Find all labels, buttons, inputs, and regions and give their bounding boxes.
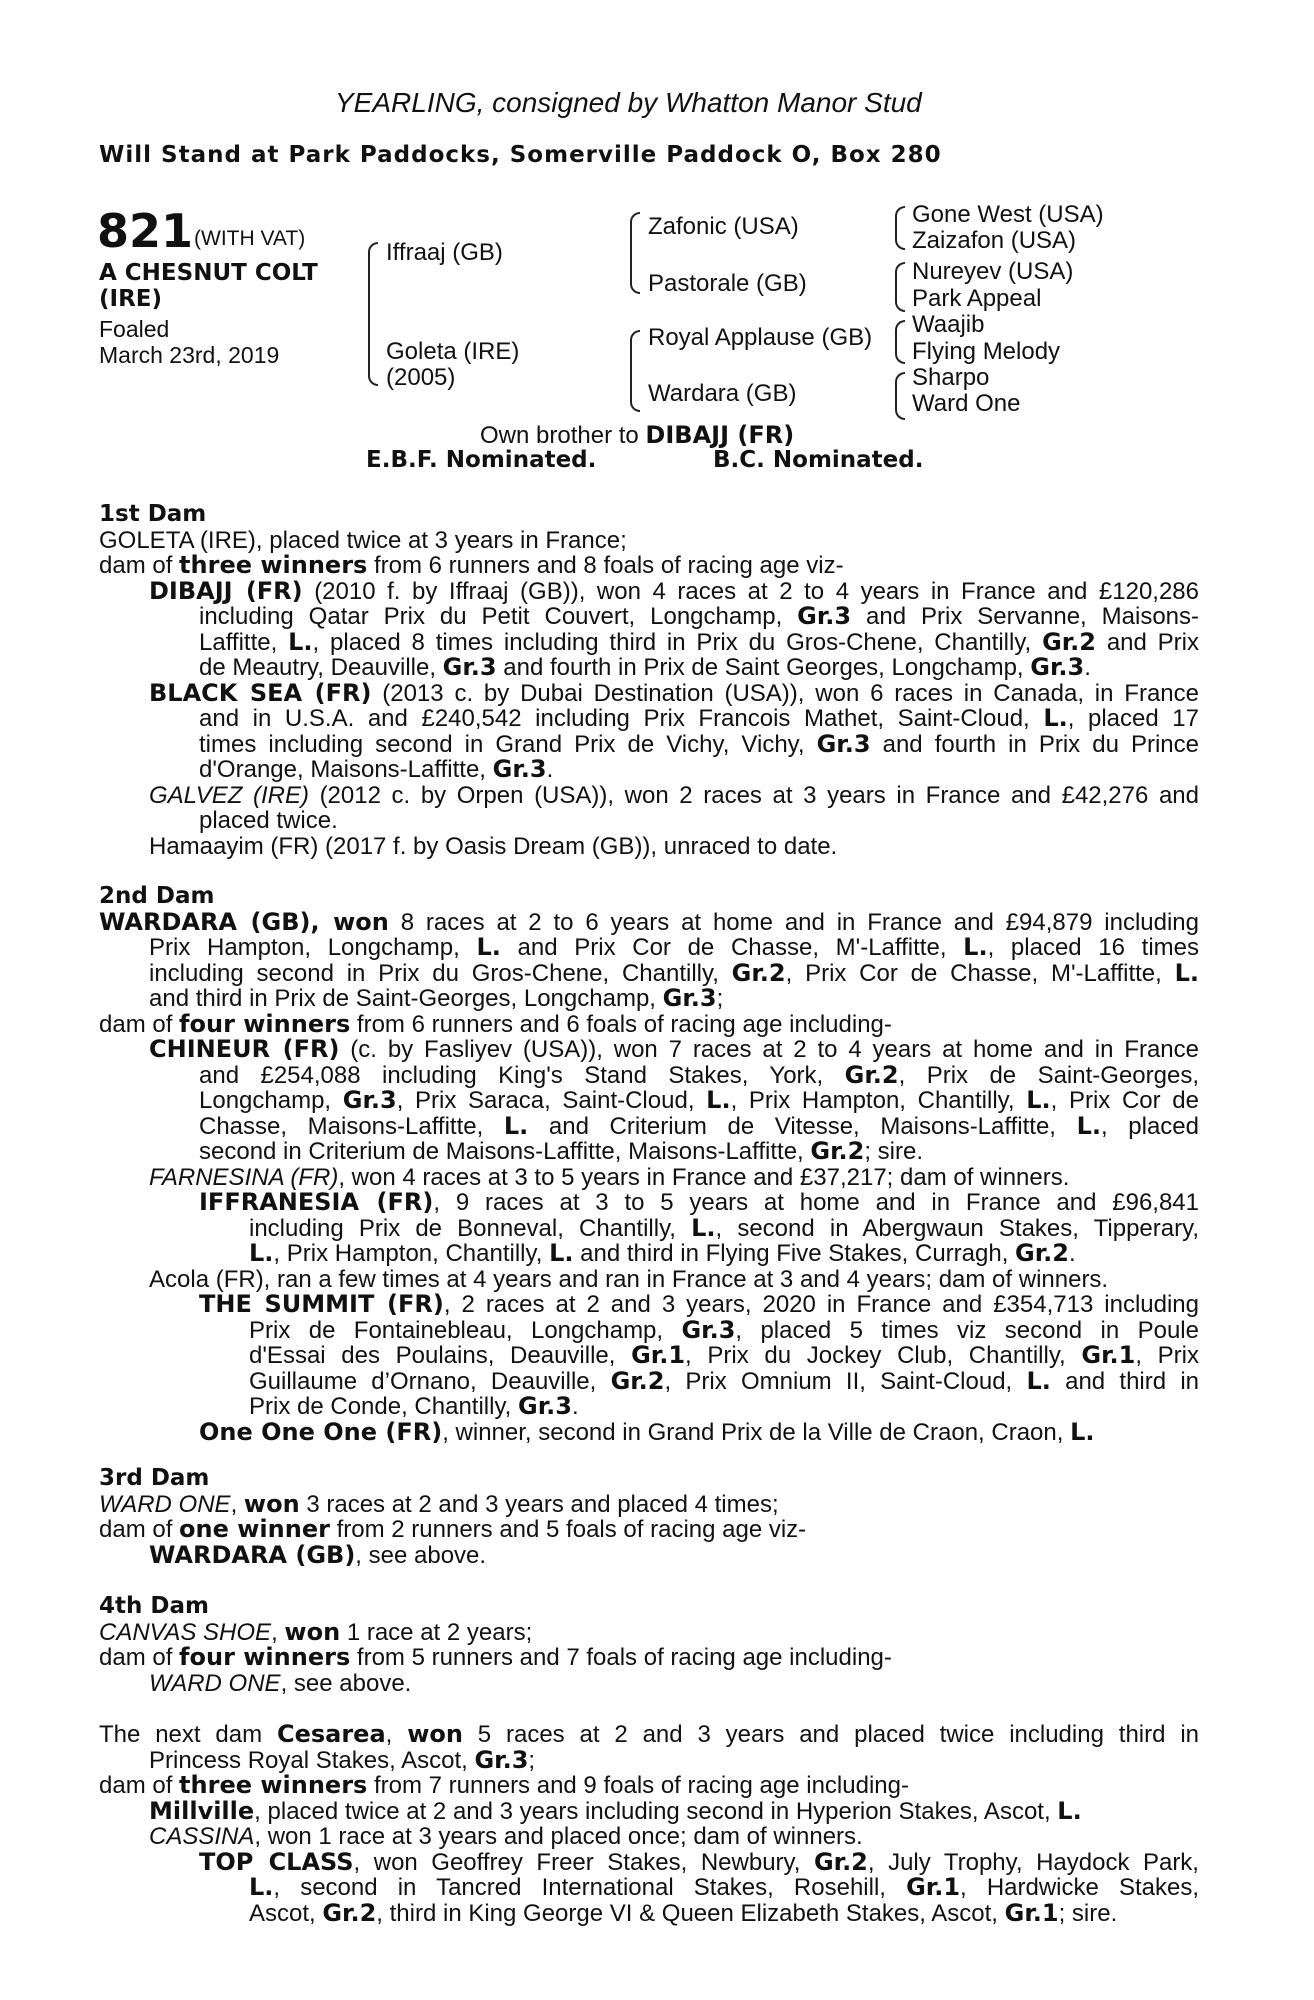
first-dam-heading: 1st Dam [99, 501, 207, 527]
cesarea-line: Princess Royal Stakes, Ascot, Gr.3; [149, 1745, 536, 1774]
lot-description-origin: (IRE) [99, 286, 163, 312]
iffranesia-line: L., Prix Hampton, Chantilly, L. and third in Flying Five Stakes, Curragh, Gr.2. [249, 1239, 1076, 1267]
own-brother-note: Own brother to DIBAJJ (FR) [480, 421, 795, 449]
pedigree-sire: Iffraaj (GB) [386, 239, 503, 266]
third-dam-section [99, 1466, 1199, 1568]
pedigree-brace-dd [895, 372, 905, 420]
black-sea-line: times including second in Grand Prix de Vichy, Vichy, Gr.3 and fourth in Prix du Prince [199, 729, 1199, 758]
pedigree-sire-sire: Zafonic (USA) [648, 213, 799, 240]
millville-line: Millville, placed twice at 2 and 3 years including second in Hyperion Stakes, Ascot, L. [149, 1796, 1082, 1825]
pedigree-brace-sire [630, 212, 640, 294]
dibajj-line: Laffitte, L., placed 8 times including third in Prix du Gros-Chene, Chantilly, Gr.2 and Prix [199, 627, 1200, 656]
cesarea-line: The next dam Cesarea, won 5 races at 2 and 3 years and placed twice including third in [99, 1720, 1199, 1748]
the-summit-line: THE SUMMIT (FR), 2 races at 2 and 3 years, 2020 in France and £354,713 including [199, 1290, 1200, 1318]
next-dam-produce-line: dam of three winners from 7 runners and 9 foals of racing age including- [99, 1771, 909, 1799]
pedigree-brace-ss [895, 206, 905, 250]
iffranesia-line: including Prix de Bonneval, Chantilly, L., second in Abergwaun Stakes, Tipperary, [249, 1213, 1199, 1242]
top-class-line: L., second in Tancred International Stakes, Rosehill, Gr.1, Hardwicke Stakes, [249, 1873, 1199, 1901]
bc-nominated: B.C. Nominated. [713, 447, 924, 473]
wardara-ref-line: WARDARA (GB), see above. [149, 1540, 487, 1569]
pedigree-dam-dam: Wardara (GB) [648, 380, 797, 407]
pedigree-dsd: Flying Melody [912, 338, 1061, 365]
top-class-line: Ascot, Gr.2, third in King George VI & Queen Elizabeth Stakes, Ascot, Gr.1; sire. [249, 1898, 1118, 1927]
chineur-line: Chasse, Maisons-Laffitte, L. and Criterium de Vitesse, Maisons-Laffitte, L., placed [199, 1111, 1199, 1140]
pedigree-ddd: Ward One [912, 390, 1021, 417]
one-one-one-line: One One One (FR), winner, second in Grand Prix de la Ville de Craon, Craon, L. [199, 1417, 1095, 1446]
black-sea-line: BLACK SEA (FR) (2013 c. by Dubai Destination (USA)), won 6 races in Canada, in France [149, 678, 1199, 707]
ward-one-ref-line: WARD ONE, see above. [149, 1669, 412, 1697]
ward-one-line: WARD ONE, won 3 races at 2 and 3 years and placed 4 times; [99, 1489, 779, 1518]
foaled-date: March 23rd, 2019 [99, 342, 280, 368]
lot-description: A CHESNUT COLT [99, 260, 318, 286]
pedigree-brace-dam [630, 330, 640, 412]
the-summit-line: d'Essai des Poulains, Deauville, Gr.1, Prix du Jockey Club, Chantilly, Gr.1, Prix [249, 1341, 1199, 1369]
fourth-dam-section [99, 1594, 1199, 1696]
second-dam-heading: 2nd Dam [99, 883, 215, 909]
chineur-line: CHINEUR (FR) (c. by Fasliyev (USA)), won 7 races at 2 to 4 years at home and in France [149, 1035, 1199, 1063]
iffranesia-line: IFFRANESIA (FR), 9 races at 3 to 5 years at home and in France and £96,841 [199, 1188, 1200, 1216]
galvez-line: GALVEZ (IRE) (2012 c. by Orpen (USA)), won 2 races at 3 years in France and £42,276 and [149, 781, 1199, 809]
canvas-shoe-line: CANVAS SHOE, won 1 race at 2 years; [99, 1617, 533, 1646]
fourth-dam-produce-line: dam of four winners from 5 runners and 7 foals of racing age including- [99, 1643, 892, 1671]
hamaayim-line: Hamaayim (FR) (2017 f. by Oasis Dream (GB)), unraced to date. [149, 832, 838, 860]
wardara-line: Prix Hampton, Longchamp, L. and Prix Cor de Chasse, M'-Laffitte, L., placed 16 times [149, 933, 1200, 961]
pedigree-brace-ds [895, 320, 905, 364]
vat-label: (WITH VAT) [194, 227, 306, 250]
fourth-dam-heading: 4th Dam [99, 1593, 209, 1619]
first-dam-line: GOLETA (IRE), placed twice at 3 years in France; [99, 526, 627, 554]
the-summit-line: Prix de Conde, Chantilly, Gr.3. [249, 1392, 579, 1420]
dibajj-line: DIBAJJ (FR) (2010 f. by Iffraaj (GB)), won 4 races at 2 to 4 years in France and £120,286 [149, 576, 1200, 605]
next-dam-section [99, 1722, 1199, 1926]
farnesina-line: FARNESINA (FR), won 4 races at 3 to 5 years in France and £37,217; dam of winners. [149, 1163, 1070, 1191]
third-dam-produce-line: dam of one winner from 2 runners and 5 foals of racing age viz- [99, 1515, 807, 1543]
second-dam-section [99, 884, 1199, 1445]
pedigree-sds: Nureyev (USA) [912, 258, 1074, 285]
black-sea-line: and in U.S.A. and £240,542 including Prix Francois Mathet, Saint-Cloud, L., placed 17 [199, 704, 1199, 732]
foaled-label: Foaled [99, 316, 170, 342]
pedigree-sss: Gone West (USA) [912, 201, 1104, 228]
chineur-line: Longchamp, Gr.3, Prix Saraca, Saint-Cloud, L., Prix Hampton, Chantilly, L., Prix Cor de [199, 1086, 1200, 1114]
pedigree-brace-sire-dam [368, 242, 378, 386]
dibajj-line: including Qatar Prix du Petit Couvert, Longchamp, Gr.3 and Prix Servanne, Maisons- [199, 602, 1200, 630]
ebf-nominated: E.B.F. Nominated. [366, 447, 597, 473]
third-dam-heading: 3rd Dam [99, 1465, 210, 1491]
pedigree-sdd: Park Appeal [912, 285, 1042, 312]
first-dam-line: dam of three winners from 6 runners and 8 foals of racing age viz- [99, 551, 844, 579]
first-dam-section [99, 502, 1199, 859]
galvez-line: placed twice. [199, 807, 338, 834]
pedigree-dam-year: (2005) [386, 364, 456, 391]
top-class-line: TOP CLASS, won Geoffrey Freer Stakes, Newbury, Gr.2, July Trophy, Haydock Park, [199, 1847, 1199, 1876]
pedigree-sire-dam: Pastorale (GB) [648, 270, 807, 297]
second-dam-produce-line: dam of four winners from 6 runners and 6 foals of racing age including- [99, 1009, 892, 1038]
wardara-line: including second in Prix du Gros-Chene, Chantilly, Gr.2, Prix Cor de Chasse, M'-Laffitte, L. [149, 958, 1200, 987]
pedigree-dam: Goleta (IRE) [386, 338, 520, 365]
chineur-line: and £254,088 including King's Stand Stakes, York, Gr.2, Prix de Saint-Georges, [199, 1060, 1199, 1089]
acola-line: Acola (FR), ran a few times at 4 years and ran in France at 3 and 4 years; dam of winners. [149, 1265, 1109, 1293]
wardara-line: and third in Prix de Saint-Georges, Longchamp, Gr.3; [149, 984, 724, 1012]
wardara-line: WARDARA (GB), won 8 races at 2 to 6 years at home and in France and £94,879 including [99, 907, 1200, 936]
black-sea-line: d'Orange, Maisons-Laffitte, Gr.3. [199, 755, 554, 783]
the-summit-line: Prix de Fontainebleau, Longchamp, Gr.3, placed 5 times viz second in Poule [249, 1315, 1199, 1344]
pedigree-dam-sire: Royal Applause (GB) [648, 324, 873, 351]
dibajj-line: de Meautry, Deauville, Gr.3 and fourth in Prix de Saint Georges, Longchamp, Gr.3. [199, 653, 1091, 681]
stand-location: Will Stand at Park Paddocks, Somerville Paddock O, Box 280 [99, 142, 942, 168]
page-title: YEARLING, consigned by Whatton Manor Stud [335, 87, 922, 118]
chineur-line: second in Criterium de Maisons-Laffitte, Maisons-Laffitte, Gr.2; sire. [199, 1137, 924, 1165]
pedigree-ssd: Zaizafon (USA) [912, 227, 1077, 254]
cassina-line: CASSINA, won 1 race at 3 years and placed once; dam of winners. [149, 1823, 863, 1850]
pedigree-brace-sd [895, 262, 905, 312]
the-summit-line: Guillaume d’Ornano, Deauville, Gr.2, Prix Omnium II, Saint-Cloud, L. and third in [249, 1366, 1200, 1395]
pedigree-dds: Sharpo [912, 364, 990, 391]
lot-number: 821 [97, 204, 194, 258]
pedigree-dss: Waajib [912, 311, 985, 338]
